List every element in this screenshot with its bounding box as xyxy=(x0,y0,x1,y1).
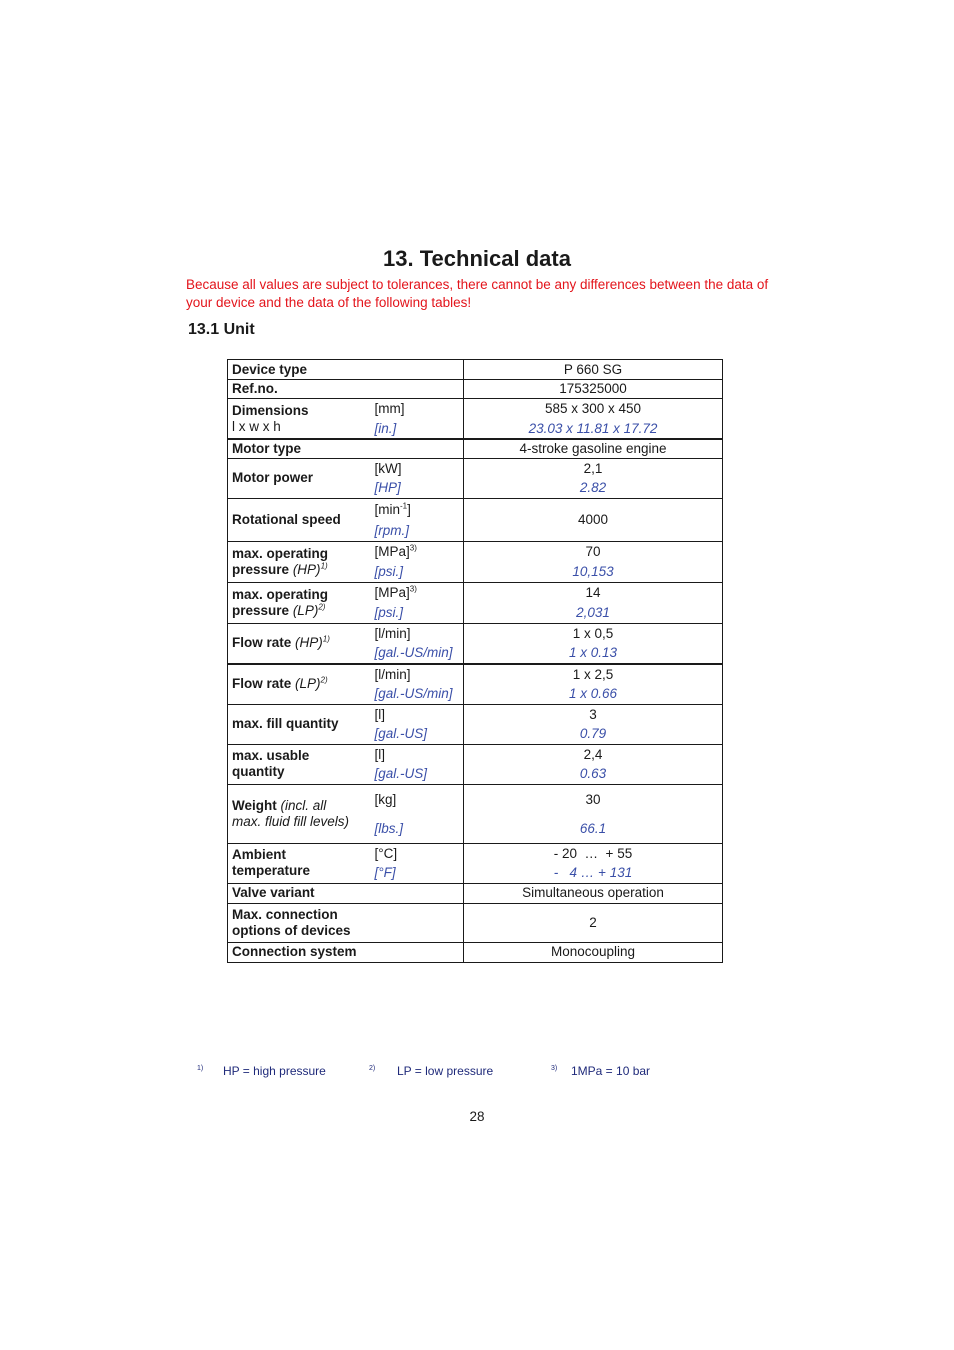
table-row xyxy=(228,399,723,440)
row-value: 2,1 2.82 xyxy=(464,458,723,498)
table-row xyxy=(228,664,723,705)
row-value: 1 x 0,5 1 x 0.13 xyxy=(464,623,723,664)
row-label: Flow rate (HP)$^{1)}$ xyxy=(228,623,371,664)
row-value: 175325000 xyxy=(464,380,723,399)
footnote: 1) xyxy=(197,1065,204,1072)
row-label: Device type xyxy=(228,360,464,380)
table-row xyxy=(228,744,723,784)
footnote-text: 1MPa = 10 bar xyxy=(571,1064,651,1078)
row-units: [kW] [HP] xyxy=(371,458,464,498)
row-units: [l/min] [gal.-US/min] xyxy=(371,664,464,705)
row-value: Simultaneous operation xyxy=(464,883,723,903)
row-label: Max. connection options of devices xyxy=(228,903,464,942)
row-label: Rotational speed xyxy=(228,498,371,541)
table-row xyxy=(228,843,723,883)
table-row xyxy=(228,784,723,843)
row-units: [l] [gal.-US] xyxy=(371,704,464,744)
table-row xyxy=(228,942,723,962)
row-value: 4000 xyxy=(464,498,723,541)
row-label: max. operating pressure (HP)$^{1)}$ xyxy=(228,541,371,582)
row-label: Motor power xyxy=(228,458,371,498)
row-label: max. usable quantity xyxy=(228,744,371,784)
row-value: 4-stroke gasoline engine xyxy=(464,439,723,458)
row-label: Connection system xyxy=(228,942,464,962)
row-label: Motor type xyxy=(228,439,464,458)
row-units: [MPa]$^{3)}$ [psi.] xyxy=(371,582,464,623)
table-row xyxy=(228,360,723,380)
row-units: [°C] [°F] xyxy=(371,843,464,883)
table-row xyxy=(228,883,723,903)
page-number: 28 xyxy=(469,1109,485,1124)
footnote: 2) xyxy=(369,1065,376,1072)
footnote-text: LP = low pressure xyxy=(397,1064,494,1078)
row-value: 1 x 2,5 1 x 0.66 xyxy=(464,664,723,705)
row-value: 14 2,031 xyxy=(464,582,723,623)
table-row xyxy=(228,623,723,664)
row-value: 2,4 0.63 xyxy=(464,744,723,784)
footnote: 3) xyxy=(551,1065,558,1072)
row-label: Ambient temperature xyxy=(228,843,371,883)
row-value: 30 66.1 xyxy=(464,784,723,843)
row-value: P 660 SG xyxy=(464,360,723,380)
footnote-text: HP = high pressure xyxy=(223,1064,326,1078)
table-row xyxy=(228,582,723,623)
row-label: Dimensions l x w x h xyxy=(228,399,371,440)
row-units: [MPa]$^{3)}$ [psi.] xyxy=(371,541,464,582)
table-row xyxy=(228,903,723,942)
row-value: 3 0.79 xyxy=(464,704,723,744)
row-value: Monocoupling xyxy=(464,942,723,962)
table-row xyxy=(228,458,723,498)
table-row xyxy=(228,704,723,744)
row-units: [l] [gal.-US] xyxy=(371,744,464,784)
row-value: 2 xyxy=(464,903,723,942)
row-label: max. operating pressure (LP)$^{2)}$ xyxy=(228,582,371,623)
technical-data-table xyxy=(227,359,723,963)
row-label: Valve variant xyxy=(228,883,464,903)
row-label: Flow rate (LP)$^{2)}$ xyxy=(228,664,371,705)
table-row xyxy=(228,498,723,541)
row-label: Ref.no. xyxy=(228,380,464,399)
table-row xyxy=(228,541,723,582)
row-units: [l/min] [gal.-US/min] xyxy=(371,623,464,664)
row-value: 70 10,153 xyxy=(464,541,723,582)
row-label: max. fill quantity xyxy=(228,704,371,744)
table-row xyxy=(228,439,723,458)
row-units: [mm] [in.] xyxy=(371,399,464,440)
row-value: - 20 … + 55 - 4 … + 131 xyxy=(464,843,723,883)
row-value: 585 x 300 x 450 23.03 x 11.81 x 17.72 xyxy=(464,399,723,440)
page-title: 13. Technical data xyxy=(383,246,571,271)
tolerance-warning: Because all values are subject to tolerances, there cannot be any differences between the data of your device and the data of the following tables! xyxy=(186,277,769,310)
row-units: [kg] [lbs.] xyxy=(371,784,464,843)
table-row xyxy=(228,380,723,399)
section-heading: 13.1 Unit xyxy=(188,321,255,338)
row-label: Weight (incl. all max. fluid fill levels) xyxy=(228,784,371,843)
row-units: $[\min^{-1}]$ [rpm.] xyxy=(371,498,464,541)
